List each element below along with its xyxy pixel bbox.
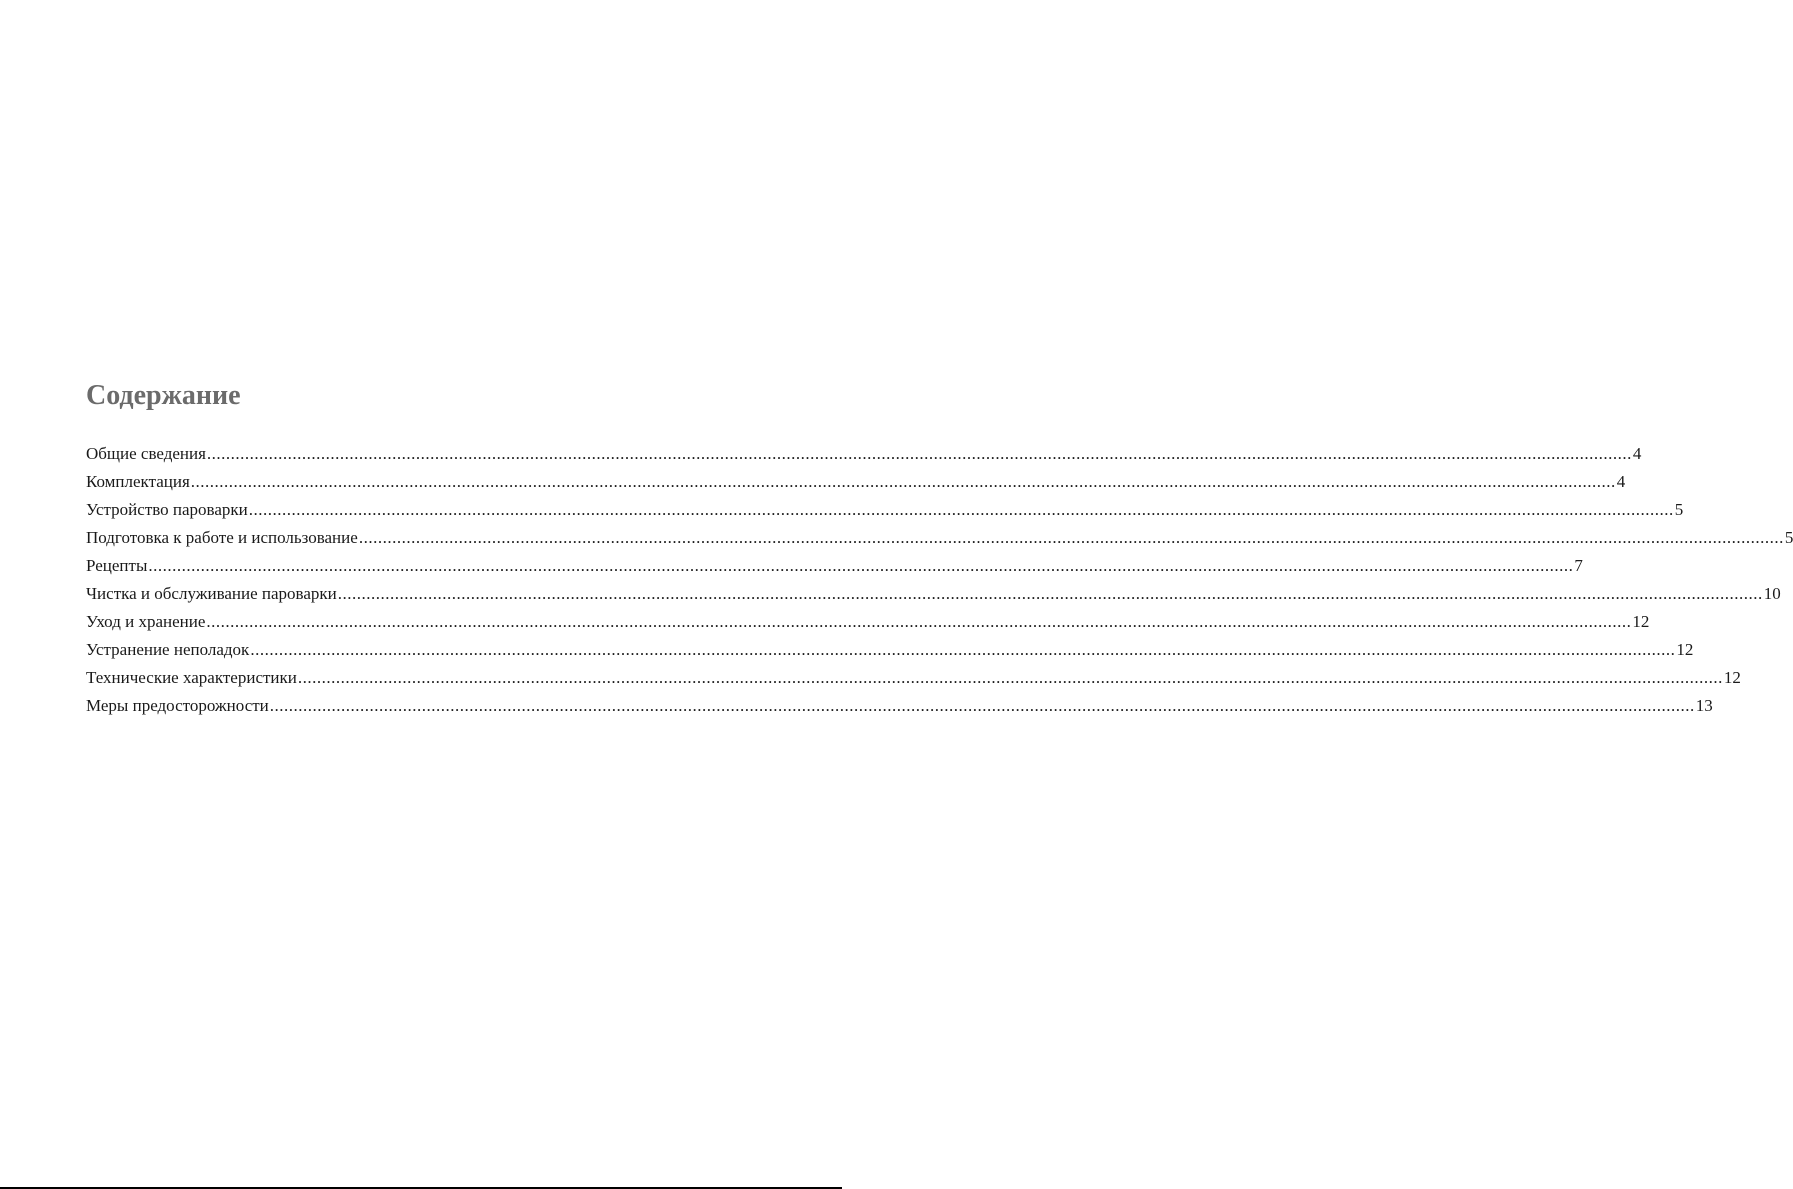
- dot-leader: ............................................................................................................................................................................................................................................................................................................: [248, 500, 1674, 519]
- toc-entry[interactable]: [86, 638, 1694, 666]
- table-of-contents: [86, 442, 1793, 722]
- toc-entry-page[interactable]: 12: [1632, 612, 1650, 631]
- toc-entry[interactable]: [86, 470, 1626, 498]
- toc-entry-page[interactable]: 10: [1763, 584, 1781, 603]
- toc-entry-label[interactable]: Комплектация: [86, 472, 190, 491]
- toc-entry-label[interactable]: Устранение неполадок: [86, 640, 250, 659]
- toc-entry-label[interactable]: Рецепты: [86, 556, 148, 575]
- toc-entry-label[interactable]: Общие сведения: [86, 444, 206, 463]
- dot-leader: ............................................................................................................................................................................................................................................................................................................: [206, 444, 1632, 463]
- toc-entry[interactable]: [86, 666, 1741, 694]
- toc-entry-label[interactable]: Технические характеристики: [86, 668, 297, 687]
- toc-entry-label[interactable]: Чистка и обслуживание пароварки: [86, 584, 337, 603]
- toc-entry-page[interactable]: 12: [1723, 668, 1741, 687]
- dot-leader: ............................................................................................................................................................................................................................................................................................................: [337, 584, 1763, 603]
- dot-leader: ............................................................................................................................................................................................................................................................................................................: [148, 556, 1574, 575]
- toc-entry[interactable]: [86, 442, 1642, 470]
- dot-leader: ............................................................................................................................................................................................................................................................................................................: [206, 612, 1632, 631]
- toc-entry[interactable]: [86, 610, 1650, 638]
- dot-leader: ............................................................................................................................................................................................................................................................................................................: [190, 472, 1616, 491]
- dot-leader: ............................................................................................................................................................................................................................................................................................................: [250, 640, 1676, 659]
- dot-leader: ............................................................................................................................................................................................................................................................................................................: [269, 696, 1695, 715]
- toc-entry[interactable]: [86, 694, 1713, 722]
- dot-leader: ............................................................................................................................................................................................................................................................................................................: [358, 528, 1784, 547]
- toc-entry-page[interactable]: 13: [1695, 696, 1713, 715]
- toc-entry-page[interactable]: 4: [1616, 472, 1626, 491]
- toc-entry-page[interactable]: 5: [1674, 500, 1684, 519]
- toc-title: Содержание: [86, 380, 241, 411]
- toc-entry-label[interactable]: Устройство пароварки: [86, 500, 248, 519]
- toc-entry-label[interactable]: Меры предосторожности: [86, 696, 269, 715]
- toc-entry-label[interactable]: Уход и хранение: [86, 612, 206, 631]
- toc-entry-page[interactable]: 5: [1784, 528, 1793, 547]
- toc-entry-page[interactable]: 4: [1632, 444, 1642, 463]
- toc-entry-label[interactable]: Подготовка к работе и использование: [86, 528, 358, 547]
- dot-leader: ............................................................................................................................................................................................................................................................................................................: [297, 668, 1723, 687]
- toc-entry[interactable]: [86, 498, 1684, 526]
- toc-entry-page[interactable]: 7: [1574, 556, 1583, 575]
- toc-entry-page[interactable]: 12: [1676, 640, 1694, 659]
- toc-entry[interactable]: [86, 526, 1793, 554]
- toc-entry[interactable]: [86, 582, 1781, 610]
- toc-entry[interactable]: [86, 554, 1583, 582]
